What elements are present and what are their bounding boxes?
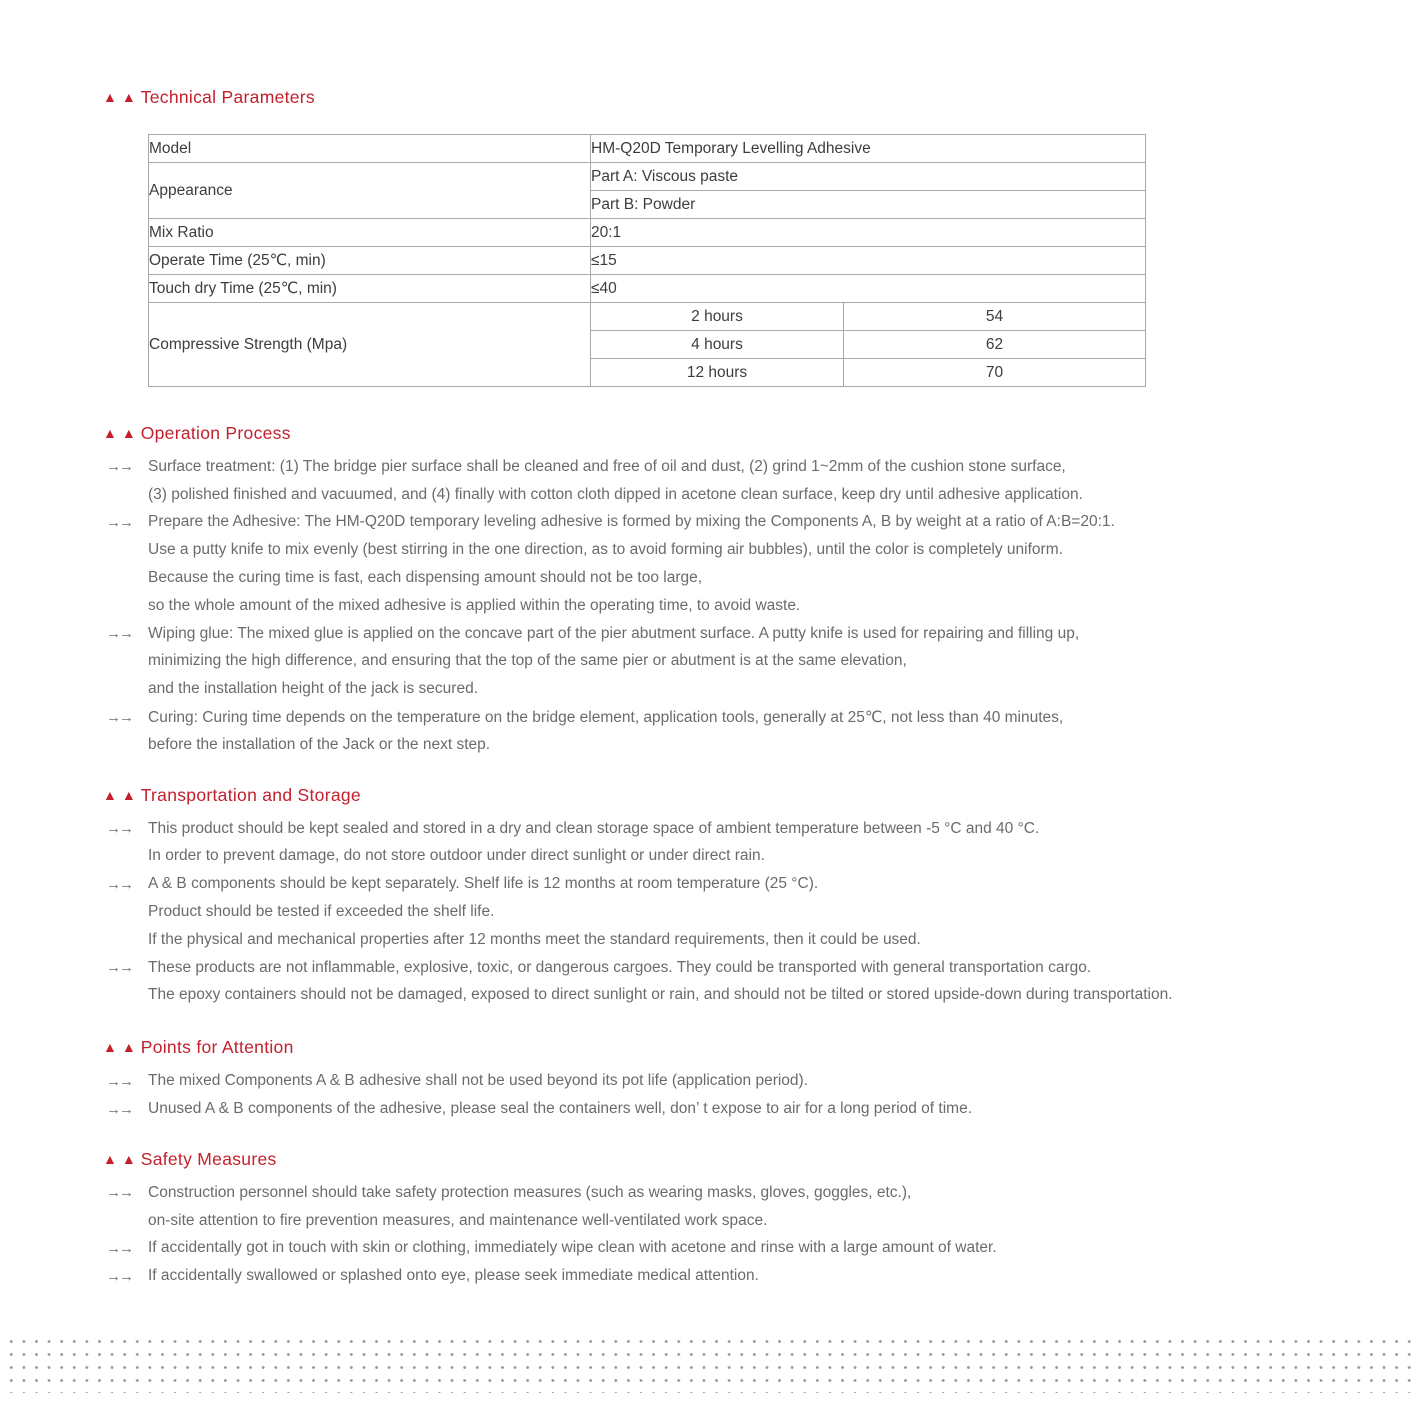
bullet-line (106, 509, 1417, 537)
double-arrow-icon: →→ (106, 959, 132, 977)
double-arrow-icon: →→ (106, 625, 132, 643)
triangle-marker-icon: ▲▲ (103, 786, 141, 803)
bullet-text: Surface treatment: (1) The bridge pier surface shall be cleaned and free of oil and dust, (2) grind 1~2mm of the cushion stone surface, (148, 457, 1066, 475)
bullet-text: minimizing the high difference, and ensuring that the top of the same pier or abutment is at the same elevation, (148, 652, 907, 670)
section-heading-transportation-storage (103, 785, 1417, 805)
bullet-text: If accidentally got in touch with skin or clothing, immediately wipe clean with acetone and rinse with a large amount of water. (148, 1239, 997, 1257)
compressive-time-2h: 2 hours (591, 303, 844, 331)
section-heading-operation-process (103, 423, 1417, 443)
bullet-text: and the installation height of the jack is secured. (148, 680, 479, 698)
bullet-text: A & B components should be kept separately. Shelf life is 12 months at room temperature (25 °C). (148, 875, 819, 893)
bullet-text: before the installation of the Jack or the next step. (148, 735, 491, 753)
double-arrow-icon: →→ (106, 875, 132, 893)
continuation-line (148, 982, 1417, 1010)
bullet-text: Construction personnel should take safety protection measures (such as wearing masks, gloves, goggles, etc.), (148, 1183, 912, 1201)
double-arrow-icon: →→ (106, 708, 132, 726)
section-heading-technical-parameters (103, 87, 1417, 107)
mix-ratio-value: 20:1 (591, 219, 1146, 247)
compressive-value-4h: 62 (844, 331, 1146, 359)
double-arrow-icon: →→ (106, 1100, 132, 1118)
bullet-text: Unused A & B components of the adhesive, please seal the containers well, don’ t expose to air for a long period of time. (148, 1100, 973, 1118)
double-arrow-icon: →→ (106, 820, 132, 838)
section-title: Safety Measures (140, 1148, 277, 1169)
mix-ratio-label: Mix Ratio (149, 219, 591, 247)
double-arrow-icon: →→ (106, 513, 132, 531)
section-title: Transportation and Storage (140, 784, 361, 805)
double-arrow-icon: →→ (106, 1072, 132, 1090)
bullet-line (106, 1235, 1417, 1263)
compressive-strength-label: Compressive Strength (Mpa) (149, 303, 591, 387)
operate-time-label: Operate Time (25℃, min) (149, 247, 591, 275)
bullet-text: The mixed Components A & B adhesive shall not be used beyond its pot life (application period). (148, 1072, 809, 1090)
touch-dry-label: Touch dry Time (25℃, min) (149, 275, 591, 303)
triangle-marker-icon: ▲▲ (103, 89, 141, 105)
continuation-line (148, 481, 1417, 509)
bullet-line (106, 620, 1417, 648)
bullet-text: Prepare the Adhesive: The HM-Q20D temporary leveling adhesive is formed by mixing the Components A, B by weight at a ratio of A:B=20:1. (148, 513, 1115, 531)
bullet-line (106, 1095, 1417, 1123)
table-row-appearance-a (149, 163, 1146, 191)
touch-dry-value: ≤40 (591, 275, 1146, 303)
continuation-line (148, 926, 1417, 954)
section-title: Technical Parameters (140, 87, 315, 107)
operate-time-value: ≤15 (591, 247, 1146, 275)
safety-measures-lines (0, 1179, 1417, 1290)
bullet-text: Use a putty knife to mix evenly (best stirring in the one direction, as to avoid forming air bubbles), until the color is completely uniform. (148, 541, 1063, 559)
continuation-line (148, 843, 1417, 871)
bullet-line (106, 453, 1417, 481)
transportation-storage-lines (0, 815, 1417, 1010)
compressive-value-12h: 70 (844, 359, 1146, 387)
continuation-line (148, 675, 1417, 703)
model-label: Model (149, 135, 591, 163)
points-for-attention-lines (0, 1067, 1417, 1123)
bullet-line (106, 703, 1417, 731)
compressive-value-2h: 54 (844, 303, 1146, 331)
section-heading-points-for-attention (103, 1037, 1417, 1057)
bullet-text: Curing: Curing time depends on the temperature on the bridge element, application tools, generally at 25℃, not less than 40 minutes, (148, 708, 1064, 726)
bullet-line (106, 815, 1417, 843)
bullet-text: Product should be tested if exceeded the shelf life. (148, 903, 495, 921)
bullet-text: on-site attention to fire prevention measures, and maintenance well-ventilated work space. (148, 1211, 768, 1229)
model-value: HM-Q20D Temporary Levelling Adhesive (591, 135, 1146, 163)
appearance-label: Appearance (149, 163, 591, 219)
bullet-text: The epoxy containers should not be damaged, exposed to direct sunlight or rain, and should not be tilted or stored upside-down during transportation. (148, 986, 1173, 1004)
bullet-text: This product should be kept sealed and stored in a dry and clean storage space of ambient temperature between -5 °C and 40 °C. (148, 819, 1040, 837)
table-row-touch-dry-time (149, 275, 1146, 303)
bullet-line (106, 1262, 1417, 1290)
continuation-line (148, 564, 1417, 592)
table-row-compressive-2h (149, 303, 1146, 331)
triangle-marker-icon: ▲▲ (103, 1039, 141, 1056)
bullet-line (106, 1179, 1417, 1207)
continuation-line (148, 592, 1417, 620)
table-row-operate-time (149, 247, 1146, 275)
dot-grid-pattern (0, 1331, 1417, 1393)
bullet-text: If accidentally swallowed or splashed onto eye, please seek immediate medical attention. (148, 1267, 759, 1285)
continuation-line (148, 1207, 1417, 1235)
compressive-time-4h: 4 hours (591, 331, 844, 359)
bullet-text: These products are not inflammable, explosive, toxic, or dangerous cargoes. They could be transported with general transportation cargo. (148, 958, 1092, 976)
bullet-text: In order to prevent damage, do not store outdoor under direct sunlight or under direct rain. (148, 847, 765, 865)
continuation-line (148, 731, 1417, 759)
operation-process-lines (0, 453, 1417, 759)
compressive-time-12h: 12 hours (591, 359, 844, 387)
triangle-marker-icon: ▲▲ (103, 1150, 141, 1167)
table-row-model (149, 135, 1146, 163)
section-heading-safety-measures (103, 1149, 1417, 1169)
appearance-part-a: Part A: Viscous paste (591, 163, 1146, 191)
continuation-line (148, 648, 1417, 676)
table-row-mix-ratio (149, 219, 1146, 247)
bullet-line (106, 954, 1417, 982)
continuation-line (148, 898, 1417, 926)
bullet-text: so the whole amount of the mixed adhesive is applied within the operating time, to avoid waste. (148, 596, 801, 614)
section-title: Operation Process (140, 423, 291, 443)
bullet-line (106, 870, 1417, 898)
continuation-line (148, 536, 1417, 564)
appearance-part-b: Part B: Powder (591, 191, 1146, 219)
triangle-marker-icon: ▲▲ (103, 425, 141, 441)
bullet-line (106, 1067, 1417, 1095)
double-arrow-icon: →→ (106, 1267, 132, 1285)
double-arrow-icon: →→ (106, 1184, 132, 1202)
bullet-text: Wiping glue: The mixed glue is applied on the concave part of the pier abutment surface. A putty knife is used for repairing and filling up, (148, 624, 1080, 642)
section-title: Points for Attention (140, 1037, 294, 1058)
double-arrow-icon: →→ (106, 458, 132, 476)
bullet-text: (3) polished finished and vacuumed, and (4) finally with cotton cloth dipped in acetone clean surface, keep dry until adhesive application. (148, 485, 1083, 503)
bullet-text: Because the curing time is fast, each dispensing amount should not be too large, (148, 569, 703, 587)
technical-parameters-table (148, 134, 1146, 387)
double-arrow-icon: →→ (106, 1239, 132, 1257)
bullet-text: If the physical and mechanical properties after 12 months meet the standard requirements, then it could be used. (148, 930, 921, 948)
